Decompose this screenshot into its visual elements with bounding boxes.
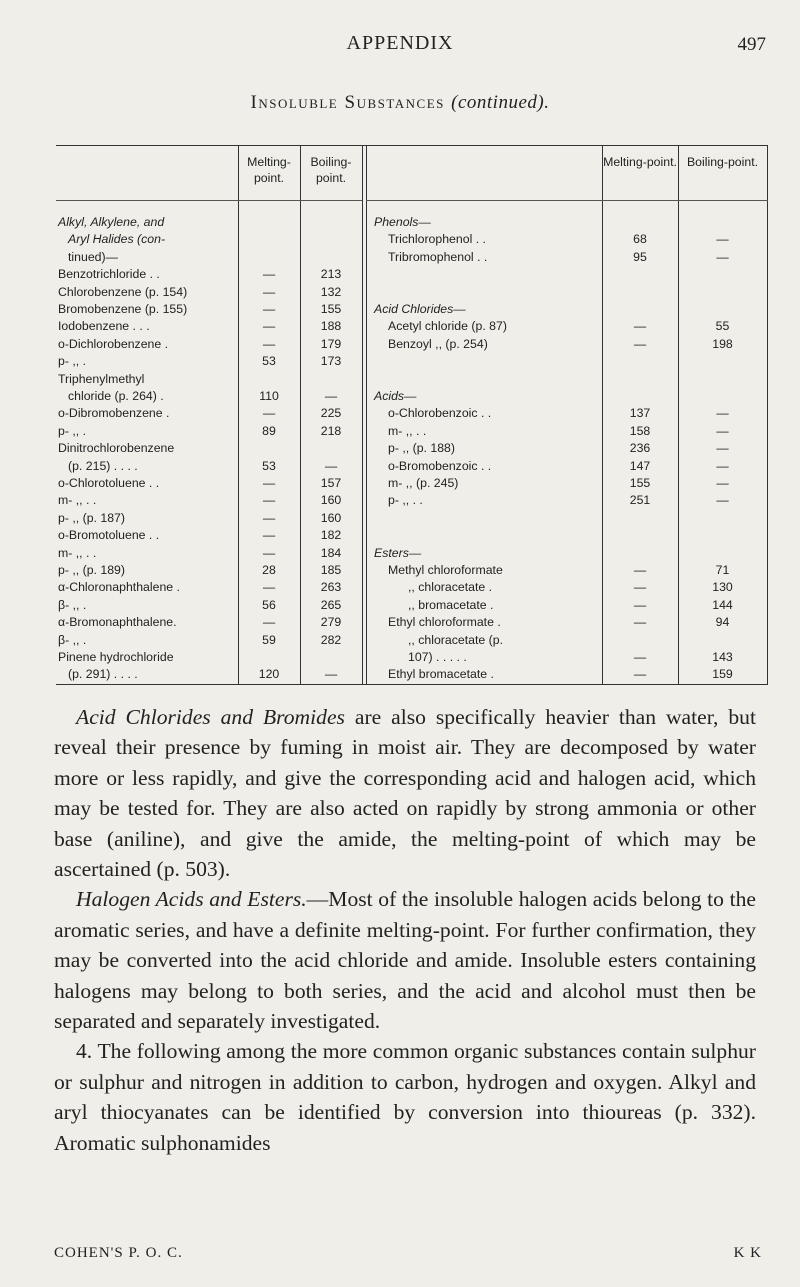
- running-head: APPENDIX: [346, 32, 454, 54]
- footer-gathering: K K: [733, 1245, 762, 1261]
- boiling-point-value: 130: [712, 580, 733, 595]
- melting-point-value: 137: [629, 406, 651, 421]
- boiling-point-value: 173: [320, 354, 342, 369]
- substance-name: Aryl Halides (con-: [68, 232, 166, 247]
- header-rule: [56, 200, 362, 201]
- substance-name: α-Bromonaphthalene.: [58, 615, 177, 630]
- header-rule: [366, 200, 768, 201]
- substance-name: m- ,, . .: [58, 545, 97, 560]
- substance-name: m- ,, . .: [388, 423, 427, 438]
- boiling-point-value: 144: [712, 597, 733, 612]
- melting-point-value: 89: [262, 423, 276, 438]
- melting-point-value: 56: [262, 597, 276, 612]
- substance-name: Alkyl, Alkylene, and: [58, 215, 165, 229]
- substance-name: p- ,, .: [58, 423, 87, 438]
- melting-point-value: 236: [629, 441, 651, 456]
- paragraph-halogen-acids: [54, 884, 756, 1036]
- boiling-point-value: 265: [320, 597, 342, 612]
- boiling-point-value: 157: [320, 476, 342, 490]
- substance-name: ,, chloracetate .: [408, 580, 493, 595]
- melting-point-value: —: [262, 510, 276, 525]
- boiling-point-value: 225: [320, 406, 342, 421]
- substance-name: Acid Chlorides—: [374, 302, 466, 316]
- substance-name: Acetyl chloride (p. 87): [388, 319, 507, 334]
- substance-name: Iodobenzene . . .: [58, 319, 150, 334]
- substance-name: Acids—: [374, 389, 417, 403]
- boiling-point-value: 132: [320, 284, 342, 299]
- substance-name: m- ,, . .: [58, 493, 97, 508]
- paragraph-sulphur: [54, 1036, 756, 1158]
- substance-name: β- ,, .: [58, 597, 87, 612]
- boiling-point-value: 160: [320, 510, 342, 525]
- melting-point-value: —: [262, 580, 276, 595]
- melting-point-value: —: [262, 319, 276, 334]
- substance-name: p- ,, (p. 189): [58, 563, 125, 577]
- boiling-point-value: 71: [715, 563, 730, 577]
- paragraph-lead: Halogen Acids and Esters.: [76, 887, 307, 912]
- col-header-right-boiling: Boiling-point.: [686, 155, 759, 169]
- boiling-point-value: 159: [712, 667, 733, 682]
- melting-point-value: —: [262, 406, 276, 421]
- paragraph-text: are also specifically heavier than water, but reveal their presence by fuming in moist air. They are decomposed by water more or less rapidly, and give the corresponding acid and halogen acid, which may be tested for. They are also acted on rapidly by strong ammonia or other base (aniline), and give the amide, the melting-point of which may be ascertained (p. 503).: [54, 705, 756, 882]
- substance-name: o-Chlorotoluene . .: [58, 476, 160, 490]
- boiling-point-value: 55: [715, 319, 730, 334]
- substance-name: Pinene hydrochloride: [58, 650, 174, 664]
- boiling-point-value: 155: [320, 302, 342, 316]
- col-header-left-melting: Melting-point.: [247, 155, 291, 185]
- boiling-point-value: 94: [715, 615, 730, 630]
- melting-point-value: 28: [262, 563, 276, 577]
- melting-point-value: —: [262, 493, 276, 508]
- substance-name: tinued)—: [68, 249, 118, 264]
- boiling-point-value: —: [716, 458, 729, 473]
- melting-point-value: —: [633, 563, 647, 577]
- boiling-point-value: 179: [320, 336, 342, 351]
- substance-name: Dinitrochlorobenzene: [58, 441, 175, 456]
- paragraph-acid-chlorides: [54, 702, 756, 884]
- paragraph-text: 4. The following among the more common organic substances contain sulphur or sulphur and nitrogen in addition to carbon, hydrogen and oxygen. Alkyl and aryl thiocyanates can be identified by conversion into thioureas (p. 332). Aromatic sulphonamides: [54, 1039, 756, 1155]
- melting-point-value: 53: [262, 354, 276, 369]
- melting-point-value: 59: [262, 632, 276, 647]
- substance-name: p- ,, . .: [388, 493, 423, 508]
- insoluble-substances-table: [56, 145, 768, 685]
- melting-point-value: —: [262, 545, 276, 560]
- substance-name: chloride (p. 264) .: [68, 389, 164, 403]
- substance-name: o-Bromobenzoic . .: [388, 458, 492, 473]
- body-text: [54, 702, 756, 1158]
- melting-point-value: —: [262, 528, 276, 543]
- substance-name: p- ,, (p. 187): [58, 510, 125, 525]
- melting-point-value: —: [262, 302, 276, 316]
- substance-name: o-Bromotoluene . .: [58, 528, 160, 543]
- footer: [54, 1245, 762, 1262]
- boiling-point-value: 198: [712, 336, 733, 351]
- column-divider: [366, 146, 367, 684]
- melting-point-value: 147: [629, 458, 651, 473]
- substance-name: Ethyl bromacetate .: [388, 667, 494, 682]
- boiling-point-value: 160: [320, 493, 342, 508]
- melting-point-value: 68: [633, 232, 647, 247]
- substance-name: p- ,, .: [58, 354, 87, 369]
- boiling-point-value: 282: [320, 632, 342, 647]
- substance-name: ,, chloracetate (p.: [408, 632, 504, 647]
- melting-point-value: —: [262, 615, 276, 630]
- boiling-point-value: 279: [320, 615, 342, 630]
- boiling-point-value: 184: [320, 545, 342, 560]
- boiling-point-value: —: [716, 441, 729, 456]
- substance-name: (p. 291) . . . .: [68, 667, 138, 682]
- melting-point-value: —: [633, 667, 647, 682]
- substance-name: ,, bromacetate .: [408, 597, 494, 612]
- boiling-point-value: —: [324, 458, 338, 473]
- boiling-point-value: —: [716, 476, 729, 490]
- melting-point-value: —: [262, 267, 276, 282]
- boiling-point-value: 143: [712, 650, 733, 664]
- melting-point-value: 158: [629, 423, 651, 438]
- substance-name: β- ,, .: [58, 632, 87, 647]
- boiling-point-value: 218: [320, 423, 342, 438]
- melting-point-value: 251: [629, 493, 651, 508]
- boiling-point-value: —: [716, 406, 729, 421]
- col-header-left-boiling: Boiling-point.: [310, 155, 352, 185]
- substance-name: Benzotrichloride . .: [58, 267, 160, 282]
- melting-point-value: 155: [629, 476, 651, 490]
- substance-name: o-Chlorobenzoic . .: [388, 406, 492, 421]
- table-title: [0, 92, 800, 114]
- substance-name: Triphenylmethyl: [58, 371, 145, 386]
- melting-point-value: 53: [262, 458, 276, 473]
- boiling-point-value: —: [324, 667, 338, 682]
- boiling-point-value: —: [716, 493, 729, 508]
- paragraph-lead: Acid Chlorides and Bromides: [76, 705, 345, 729]
- melting-point-value: —: [633, 319, 647, 334]
- substance-name: Chlorobenzene (p. 154): [58, 284, 188, 299]
- boiling-point-value: 182: [320, 528, 342, 543]
- melting-point-value: —: [633, 336, 647, 351]
- substance-name: Esters—: [374, 545, 422, 560]
- boiling-point-value: —: [716, 249, 729, 264]
- substance-name: Trichlorophenol . .: [388, 232, 486, 247]
- page-number: 497: [737, 34, 766, 55]
- substance-name: Phenols—: [374, 215, 431, 229]
- substance-name: (p. 215) . . . .: [68, 458, 138, 473]
- substance-name: o-Dichlorobenzene .: [58, 336, 169, 351]
- boiling-point-value: —: [716, 423, 729, 438]
- boiling-point-value: 263: [320, 580, 342, 595]
- boiling-point-value: 188: [320, 319, 342, 334]
- substance-name: 107) . . . . .: [408, 650, 467, 664]
- table-title-main: Insoluble Substances: [250, 92, 445, 113]
- column-divider: [362, 146, 363, 684]
- melting-point-value: 95: [633, 249, 647, 264]
- substance-name: Methyl chloroformate: [388, 563, 503, 577]
- boiling-point-value: 213: [320, 267, 342, 282]
- melting-point-value: 110: [259, 389, 279, 403]
- footer-signature: COHEN'S P. O. C.: [54, 1245, 183, 1261]
- substance-name: Bromobenzene (p. 155): [58, 302, 188, 316]
- boiling-point-value: —: [324, 389, 338, 403]
- boiling-point-value: —: [716, 232, 729, 247]
- substance-name: o-Dibromobenzene .: [58, 406, 170, 421]
- col-header-right-melting: Melting-point.: [603, 155, 677, 169]
- melting-point-value: —: [633, 580, 647, 595]
- paragraph-text: —Most of the insoluble halogen acids belong to the aromatic series, and have a definite melting-point. For further confirmation, they may be converted into the acid chloride and amide. Insoluble esters containing halogens may belong to both series, and the acid and alcohol must then be separated and separately investigated.: [54, 887, 756, 1034]
- melting-point-value: —: [633, 615, 647, 630]
- melting-point-value: —: [262, 284, 276, 299]
- substance-name: Tribromophenol . .: [388, 249, 488, 264]
- boiling-point-value: 185: [320, 563, 342, 577]
- column-divider: [767, 146, 768, 684]
- substance-name: Ethyl chloroformate .: [388, 615, 501, 630]
- melting-point-value: —: [262, 476, 276, 490]
- substance-name: m- ,, (p. 245): [388, 476, 459, 490]
- substance-name: α-Chloronaphthalene .: [58, 580, 180, 595]
- melting-point-value: 120: [258, 667, 280, 682]
- substance-name: Benzoyl ,, (p. 254): [388, 336, 488, 351]
- melting-point-value: —: [633, 597, 647, 612]
- melting-point-value: —: [262, 336, 276, 351]
- substance-name: p- ,, (p. 188): [388, 441, 455, 456]
- table-title-suffix: (continued).: [451, 92, 550, 113]
- melting-point-value: —: [633, 650, 647, 664]
